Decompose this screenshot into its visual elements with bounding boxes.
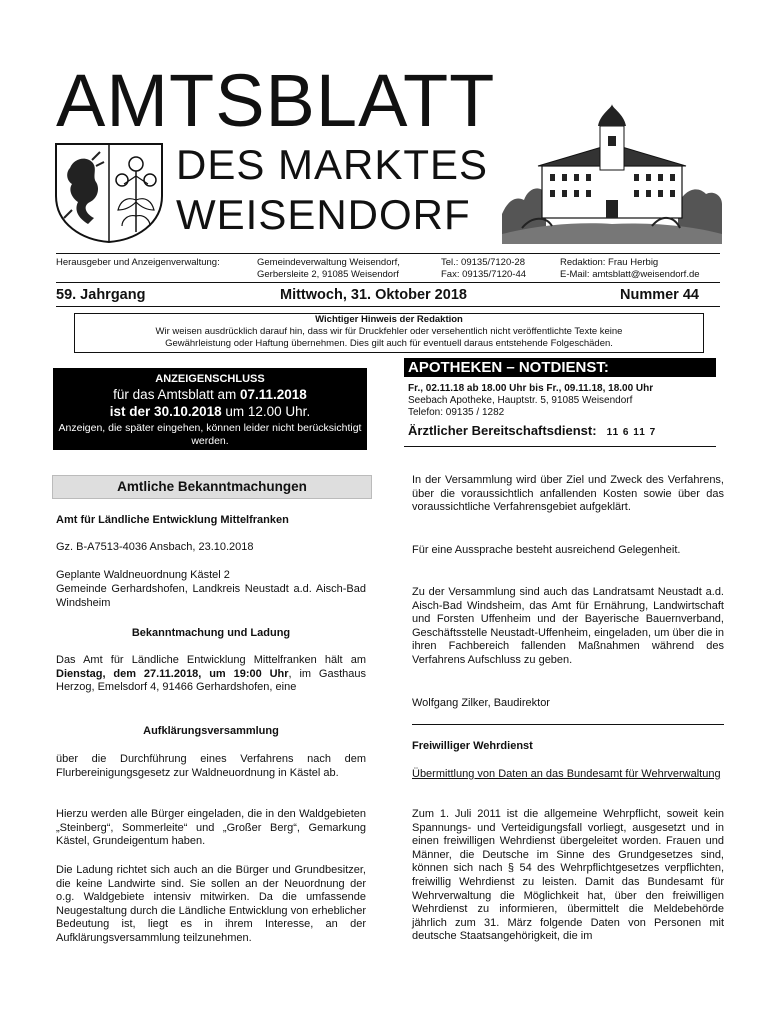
paragraph-invitation-date: Dienstag, dem 27.11.2018, um 19:00 Uhr (56, 667, 289, 680)
paragraph-invitation (56, 654, 366, 695)
section-box-official: Amtliche Bekanntmachungen (52, 475, 372, 499)
paragraph-procedure: über die Durchführung eines Verfahrens nach dem Flurbereinigungsgesetz zur Waldneuordnung in Kästel ab. (56, 753, 366, 779)
heading-wehrdienst: Freiwilliger Wehrdienst (412, 740, 533, 752)
publisher-org-line2: Gerbersleite 2, 91085 Weisendorf (257, 269, 399, 280)
ad-deadline-note: Anzeigen, die später eingehen, können leider nicht berücksichtigt werden. (58, 422, 362, 447)
masthead-title: AMTSBLATT (56, 59, 496, 142)
authority-name: Amt für Ländliche Entwicklung Mittelfranken (56, 514, 289, 526)
pharmacy-phone: Telefon: 09135 / 1282 (408, 407, 505, 418)
castle-illustration (502, 104, 722, 244)
doctor-service (408, 423, 718, 441)
notice-line2: Gewährleistung oder Haftung übernehmen. Dies gilt auch für eventuell daraus entstehende Folgeschäden. (165, 338, 613, 349)
publisher-email: E-Mail: amtsblatt@weisendorf.de (560, 269, 700, 280)
doctor-service-label: Ärztlicher Bereitschaftsdienst: (408, 423, 597, 438)
ad-deadline-cutoff: ist der 30.10.2018 (109, 404, 222, 419)
rule-right-column (412, 724, 724, 725)
rule-mid (56, 282, 720, 283)
publisher-editor: Redaktion: Frau Herbig (560, 257, 659, 268)
rule-issue (56, 306, 720, 307)
ad-deadline-title: ANZEIGENSCHLUSS (155, 373, 265, 385)
coat-of-arms-icon (52, 140, 166, 244)
ad-deadline-line2-text: für das Amtsblatt am (113, 387, 240, 402)
publisher-org-line1: Gemeindeverwaltung Weisendorf, (257, 257, 400, 268)
pharmacy-dates: Fr., 02.11.18 ab 18.00 Uhr bis Fr., 09.11.18, 18.00 Uhr (408, 383, 654, 394)
notice-line1: Wir weisen ausdrücklich darauf hin, dass wir für Druckfehler oder versehentlich nicht veröffentlichte Texte keine (155, 326, 623, 337)
ad-deadline-box (53, 368, 367, 450)
paragraph-invited-bodies: Zu der Versammlung sind auch das Landratsamt Neustadt a.d. Aisch-Bad Windsheim, das Amt für Ernährung, Landwirtschaft und Forsten Uffenheim und der Bayerische Bauernverband, Geschäftsstelle Neustadt-Uffenheim, eingeladen, um über die in ihren Fachbereich fallenden Maßnahmen während des Verfahrens Aufschluss zu geben. (412, 586, 724, 666)
ad-deadline-time: um 12.00 Uhr. (221, 404, 311, 419)
issue-number: Nummer 44 (620, 287, 699, 303)
ad-deadline-line2 (53, 386, 367, 403)
rule-top (56, 253, 720, 254)
subheading-data-transfer: Übermittlung von Daten an das Bundesamt für Wehrverwaltung (412, 768, 721, 780)
paragraph-citizens: Hierzu werden alle Bürger eingeladen, die in den Waldgebieten „Steinberg“, Sommerleite“ und „Großer Berg“, Gemarkung Kästel, Grundeigentum haben. (56, 808, 366, 848)
paragraph-meeting-goal: In der Versammlung wird über Ziel und Zweck des Verfahrens, über die voraussichtlich anfallenden Kosten sowie über das voraussichtliche Verfahrensgebiet aufgeklärt. (412, 474, 724, 514)
publisher-fax: Fax: 09135/7120-44 (441, 269, 527, 280)
paragraph-invitation-c: , im Gasthaus Herzog, Emelsdorf 4, 91466 Gerhardshofen, eine (56, 667, 367, 694)
pharmacy-name: Seebach Apotheke, Hauptstr. 5, 91085 Weisendorf (408, 395, 633, 406)
heading-aufklaerung: Aufklärungsversammlung (143, 725, 279, 737)
signature: Wolfgang Zilker, Baudirektor (412, 697, 550, 709)
notice-title: Wichtiger Hinweis der Redaktion (315, 314, 463, 325)
pharmacy-heading: APOTHEKEN – NOTDIENST: (404, 358, 716, 377)
ad-deadline-line3 (53, 403, 367, 420)
doctor-service-number: 11 6 11 7 (606, 427, 657, 438)
masthead-subtitle-line2: WEISENDORF (176, 191, 471, 238)
editorial-notice (74, 313, 704, 353)
issue-date: Mittwoch, 31. Oktober 2018 (280, 287, 467, 303)
issue-year: 59. Jahrgang (56, 287, 146, 303)
reference-line: Gz. B-A7513-4036 Ansbach, 23.10.2018 (56, 541, 254, 553)
project-line1: Geplante Waldneuordnung Kästel 2 (56, 569, 230, 581)
masthead-subtitle-line1: DES MARKTES (176, 141, 489, 188)
paragraph-wehrdienst: Zum 1. Juli 2011 ist die allgemeine Wehrpflicht, soweit kein Spannungs- und Verteidigungsfall vorliegt, ausgesetzt und in einen freiwilligen Wehrdienst übergeleitet worden. Frauen und Männer, die Deutsche im Sinne des Grundgesetzes sind, können sich nach § 54 des Wehrpflichtgesetzes verpflichten, freiwillig Wehrdienst zu leisten. Damit das Bundesamt für Wehrverwaltung die Möglichkeit hat, über den freiwilligen Wehrdienst zu informieren, übermittelt die Meldebehörde jährlich zum 31. März folgende Daten von Personen mit deutsche Staatsangehörigkeit, die im (412, 808, 724, 943)
pharmacy-info (408, 383, 718, 441)
rule-pharmacy (404, 446, 716, 447)
ad-deadline-date: 07.11.2018 (239, 387, 307, 402)
publisher-label: Herausgeber und Anzeigenverwaltung: (56, 257, 220, 268)
project-line2: Gemeinde Gerhardshofen, Landkreis Neustadt a.d. Aisch-Bad Windsheim (56, 583, 366, 609)
paragraph-discussion: Für eine Aussprache besteht ausreichend Gelegenheit. (412, 544, 681, 556)
paragraph-invitation-a: Das Amt für Ländliche Entwicklung Mittelfranken hält am (56, 654, 366, 666)
heading-bekanntmachung: Bekanntmachung und Ladung (131, 627, 291, 639)
paragraph-landowners: Die Ladung richtet sich auch an die Bürger und Grundbesitzer, die keine Landwirte sind. Sie sollen an der Neuordnung der o.g. Waldgebiete intensiv mitwirken. Da die umfassende Neugestaltung durch die Ländliche Entwicklung von erheblicher Bedeutung ist, liegt es in ihrem Interesse, an der Aufklärungsversammlung teilzunehmen. (56, 864, 366, 944)
publisher-tel: Tel.: 09135/7120-28 (441, 257, 525, 268)
